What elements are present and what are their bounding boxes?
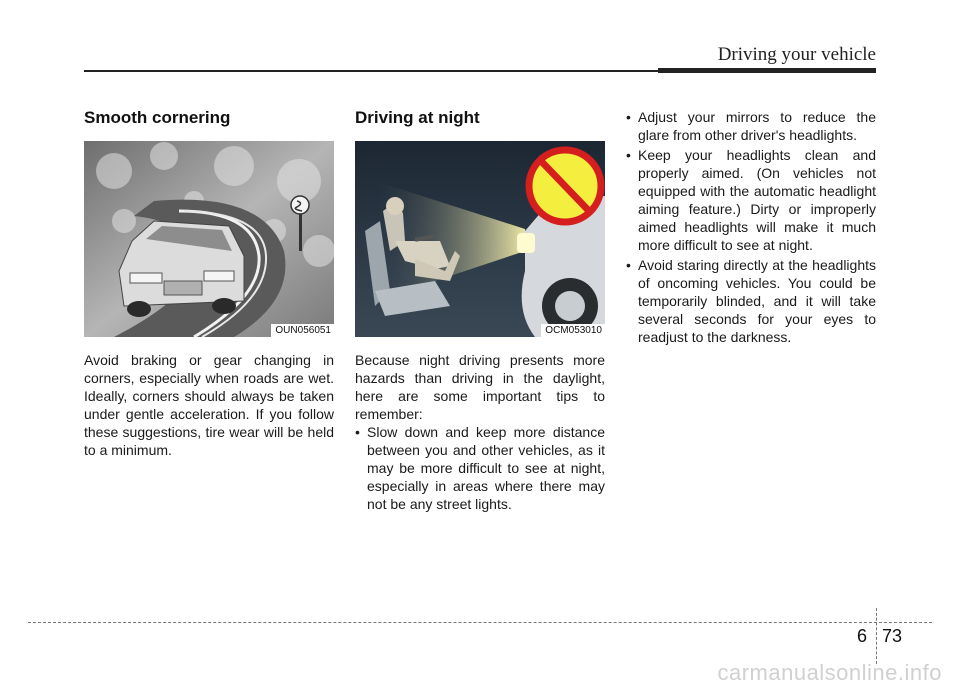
page-number: 73 [882, 626, 903, 646]
chapter-number: 6 [857, 626, 868, 646]
section-header: Driving your vehicle [717, 44, 876, 65]
heading-driving-at-night: Driving at night [355, 108, 480, 127]
column-night-tips-continued [626, 108, 876, 348]
paragraph-night-intro: Because night driving presents more hazards than driving in the daylight, here are some important tips to remember: [355, 352, 605, 422]
cornering-illustration [84, 141, 334, 337]
heading-smooth-cornering: Smooth cornering [84, 108, 231, 127]
figure-code: OUN056051 [271, 324, 334, 337]
tip-item: • Keep your headlights clean and properly aimed. (On vehicles not equipped with the automatic headlight aiming feature.) Dirty or improperly aimed headlights will make it much more difficult to see at night. [626, 146, 876, 254]
tip-item: • Avoid staring directly at the headlights of oncoming vehicles. You could be temporarily blinded, and it will take several seconds for your eyes to readjust to the darkness. [626, 256, 876, 346]
watermark: carmanualsonline.info [717, 660, 942, 685]
figure-code: OCM053010 [541, 324, 605, 337]
tip-item: • Adjust your mirrors to reduce the glare from other driver's headlights. [626, 108, 876, 144]
header-rule [84, 70, 658, 72]
tips-list-continued [626, 108, 876, 346]
column-driving-at-night [355, 108, 605, 515]
tip-item: • Slow down and keep more distance between you and other vehicles, as it may be more difficult to see at night, especially in areas where there may not be any street lights. [355, 423, 605, 513]
column-smooth-cornering [84, 108, 334, 459]
tips-list [355, 423, 605, 513]
footer-rule [28, 622, 932, 623]
figure-driving-at-night [355, 141, 605, 337]
header-rule-accent [658, 68, 876, 73]
footer-divider [876, 608, 877, 664]
figure-smooth-cornering [84, 141, 334, 337]
paragraph-smooth-cornering: Avoid braking or gear changing in corners, especially when roads are wet. Ideally, corners should always be taken under gentle acceleration. If you follow these suggestions, tire wear will be held to a minimum. [84, 352, 334, 458]
night-driving-illustration [355, 141, 605, 337]
